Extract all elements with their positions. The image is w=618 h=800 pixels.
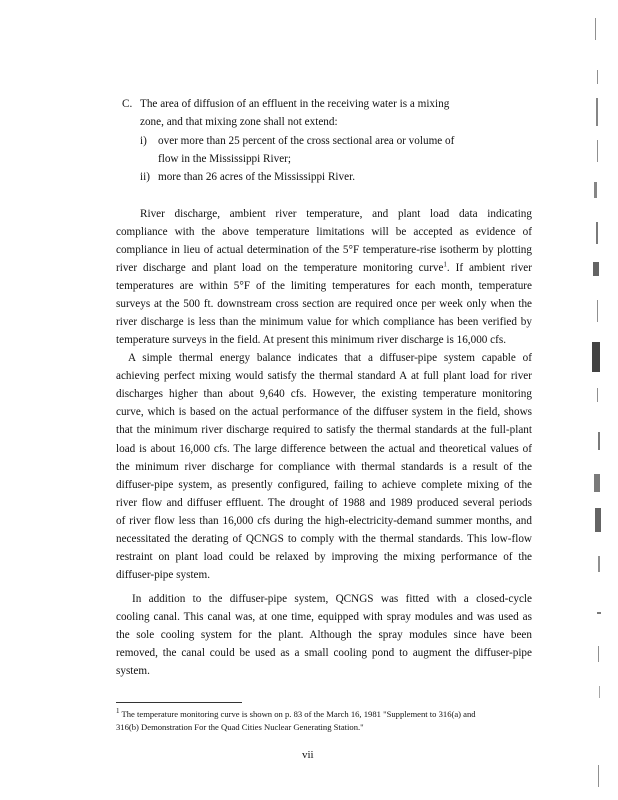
item-c-line-1: The area of diffusion of an effluent in the receiving water is a mixing	[140, 98, 450, 110]
paragraph-2-line-4: curve, which is based on the actual performance of the diffuser system in the field, shows	[116, 406, 532, 418]
sub-item-i-line-1: over more than 25 percent of the cross sectional area or volume of	[158, 135, 455, 147]
page-number: vii	[302, 749, 314, 761]
footnote-marker: 1	[116, 707, 120, 716]
footnote-line-2: 316(b) Demonstration For the Quad Cities Nuclear Generating Station."	[116, 722, 364, 732]
paragraph-1-line-4	[116, 259, 532, 277]
paragraph-2-line-3: discharges higher than about 9,640 cfs. However, the existing temperature monitoring	[116, 388, 532, 400]
footnote-line-1	[116, 708, 476, 720]
paragraph-2-line-10: of river flow less than 16,000 cfs during the high-electricity-demand summer months, and	[116, 515, 532, 527]
paragraph-1-line-6: surveys at the 500 ft. downstream cross section are required once per week only when the	[116, 298, 532, 310]
paragraph-1-line-7: river discharge is less than the minimum value for which compliance has been verified by	[116, 316, 532, 328]
paragraph-1-line-8: temperature surveys in the field. At present this minimum river discharge is 16,000 cfs.	[116, 334, 507, 346]
sub-item-i-marker: i)	[140, 135, 147, 147]
paragraph-2-line-7: the minimum river discharge for compliance with thermal standards is a result of the	[116, 461, 532, 473]
paragraph-3-line-4: removed, the canal could be used as a small cooling pond to augment the diffuser-pipe	[116, 647, 532, 659]
paragraph-3-line-3: the sole cooling system for the plant. Although the spray modules since have been	[116, 629, 532, 641]
paragraph-1-line-2: compliance with the above temperature limitations will be accepted as evidence of	[116, 226, 532, 238]
paragraph-3-line-5: system.	[116, 665, 150, 677]
paragraph-1-line-4-text: river discharge and plant load on the temperature monitoring curve	[116, 262, 444, 274]
item-c-line-2: zone, and that mixing zone shall not extend:	[140, 116, 338, 128]
sub-item-ii-line-1: more than 26 acres of the Mississippi River.	[158, 171, 355, 183]
paragraph-2-line-5: that the minimum river discharge required to satisfy the thermal standards at the full-plant	[116, 424, 532, 436]
paragraph-3-line-1: In addition to the diffuser-pipe system, QCNGS was fitted with a closed-cycle	[132, 593, 532, 605]
paragraph-1-line-1: River discharge, ambient river temperature, and plant load data indicating	[140, 208, 532, 220]
sub-item-ii-marker: ii)	[140, 171, 150, 183]
paragraph-3-line-2: cooling canal. This canal was, at one time, equipped with spray modules and was used as	[116, 611, 532, 623]
paragraph-1-line-5: temperatures are within 5°F of the limiting temperatures for each month, temperature	[116, 280, 532, 292]
item-c-marker: C.	[122, 98, 133, 110]
paragraph-1-line-3: compliance in lieu of actual determination of the 5°F temperature-rise isotherm by plotting	[116, 244, 532, 256]
footnote-text-1: The temperature monitoring curve is shown on p. 83 of the March 16, 1981 "Supplement to 316(a) and	[119, 709, 476, 719]
sub-item-i-line-2: flow in the Mississippi River;	[158, 153, 292, 165]
paragraph-2-line-1: A simple thermal energy balance indicates that a diffuser-pipe system capable of	[128, 352, 532, 364]
paragraph-2-line-9: river flow and diffuser effluent. The drought of 1988 and 1989 produced several periods	[116, 497, 532, 509]
paragraph-2-line-2: achieving perfect mixing would satisfy the thermal standard A at full plant load for river	[116, 370, 532, 382]
paragraph-2-line-8: diffuser-pipe system, as presently configured, failing to achieve complete mixing of the	[116, 479, 532, 491]
paragraph-2-line-11: necessitated the derating of QCNGS to comply with the thermal standards. This low-flow	[116, 533, 532, 545]
paragraph-2-line-13: diffuser-pipe system.	[116, 569, 211, 581]
footnote-ref-1: 1	[443, 260, 447, 269]
paragraph-2-line-12: restraint on plant load could be relaxed by improving the mixing performance of the	[116, 551, 532, 563]
footnote-divider	[116, 702, 242, 703]
paragraph-2-line-6: load is about 16,000 cfs. The large difference between the actual and theoretical values of	[116, 443, 532, 455]
paragraph-1-line-4-tail: . If ambient river	[446, 262, 532, 274]
